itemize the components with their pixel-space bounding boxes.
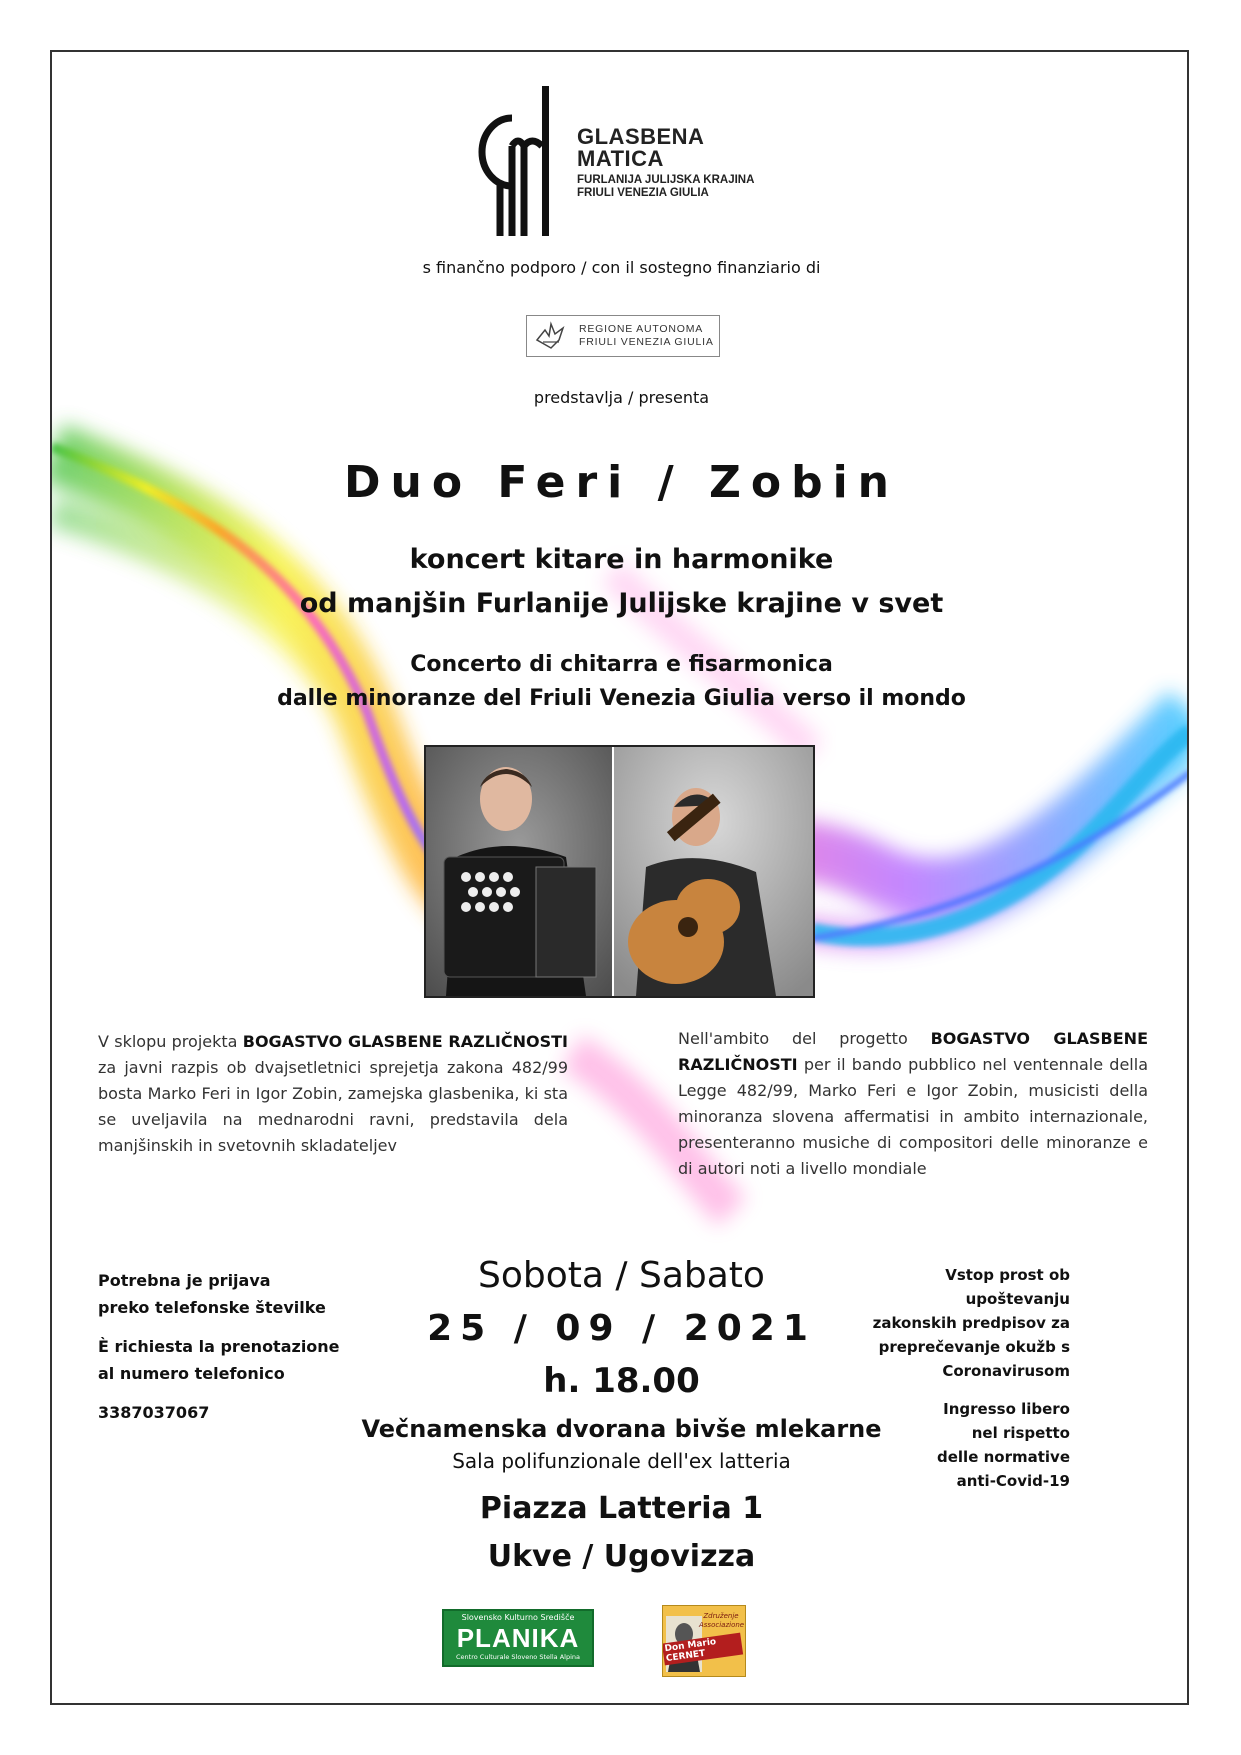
logo-sub-line2: FRIULI VENEZIA GIULIA [577,187,709,199]
venue-italian: Sala polifunzionale dell'ex latteria [452,1449,791,1473]
subtitle-it-line2: dalle minoranze del Friuli Venezia Giulia verso il mondo [277,686,966,711]
duo-portrait-image [426,747,813,996]
event-hour: h. 18.00 [543,1361,700,1401]
entry-sl-line1: Vstop prost ob upoštevanju [945,1266,1070,1308]
entry-sl-line4: Coronavirusom [942,1362,1070,1380]
entry-it-line1: Ingresso libero [943,1400,1070,1418]
phone-number: 3387037067 [98,1403,210,1422]
subtitle-it-line1: Concerto di chitarra e fisarmonica [410,652,833,677]
para-it-project: BOGASTVO GLASBENE RAZLIČNOSTI [678,1029,1148,1074]
entry-sl-line2: zakonskih predpisov za [872,1314,1070,1332]
eagle-icon [533,320,569,352]
cernet-association-text: Združenje Associazione [699,1612,745,1629]
glasbena-matica-wordmark [577,126,754,200]
planika-name: PLANIKA [456,1623,580,1653]
presenta-text: predstavlja / presenta [533,388,710,407]
regione-fvg-logo [526,315,720,357]
description-slovenian [98,1029,568,1159]
entry-sl-line3: preprečevanje okužb s [878,1338,1070,1356]
description-italian [678,1026,1148,1182]
venue-slovenian: Večnamenska dvorana bivše mlekarne [361,1415,882,1443]
logo-title-line1: GLASBENA [577,124,705,149]
planika-bottom-text: Centro Culturale Sloveno Stella Alpina [456,1653,580,1661]
para-sl-after: za javni razpis ob dvajsetletnici sprejetja zakona 482/99 bosta Marko Feri in Igor Zobin, zamejska glasbenika, ki sta se uveljavila na mednarodni ravni, predstavila dela manjšinskih in svetovnih skladateljev [98,1058,568,1155]
para-sl-before: V sklopu projekta [98,1032,243,1051]
subtitle-italian [52,648,1189,716]
reservation-it-line1: È richiesta la prenotazione [98,1337,340,1356]
para-sl-project: BOGASTVO GLASBENE RAZLIČNOSTI [242,1032,569,1051]
concert-title: Duo Feri / Zobin [343,457,900,508]
subtitle-slovenian [52,538,1189,626]
venue-town: Ukve / Ugovizza [487,1539,756,1574]
logo-sub-line1: FURLANIJA JULIJSKA KRAJINA [577,174,755,186]
support-text: s finančno podporo / con il sostegno finanziario di [422,258,821,277]
event-date: 25 / 09 / 2021 [427,1308,816,1349]
entry-it-line2: nel rispetto [971,1424,1070,1442]
logo-title-line2: MATICA [577,146,664,171]
musicians-photo [424,745,815,998]
event-day: Sobota / Sabato [478,1255,765,1296]
entry-it-line4: anti-Covid-19 [956,1472,1070,1490]
regione-line2: FRIULI VENEZIA GIULIA [579,336,714,348]
glasbena-matica-logo [472,86,562,236]
para-it-after: per il bando pubblico nel ventennale della Legge 482/99, Marko Feri e Igor Zobin, musicisti della minoranza slovena affermatisi in ambito internazionale, presenteranno musiche di compositori delle minoranze e di autori noti a livello mondiale [678,1055,1148,1178]
entry-info [852,1263,1070,1493]
para-it-before: Nell'ambito del progetto [678,1029,931,1048]
reservation-sl-line1: Potrebna je prijava [98,1271,271,1290]
planika-top-text: Slovensko Kulturno Središče [461,1613,575,1622]
planika-logo [442,1609,594,1667]
reservation-sl-line2: preko telefonske številke [98,1298,326,1317]
poster-frame [50,50,1189,1705]
cernet-name: Don Mario CERNET [662,1633,743,1666]
venue-address: Piazza Latteria 1 [479,1491,764,1526]
don-mario-cernet-logo [662,1605,746,1677]
reservation-it-line2: al numero telefonico [98,1364,285,1383]
subtitle-sl-line2: od manjšin Furlanije Julijske krajine v svet [299,588,944,619]
regione-line1: REGIONE AUTONOMA [579,323,704,335]
subtitle-sl-line1: koncert kitare in harmonike [409,544,834,575]
entry-it-line3: delle normative [937,1448,1070,1466]
